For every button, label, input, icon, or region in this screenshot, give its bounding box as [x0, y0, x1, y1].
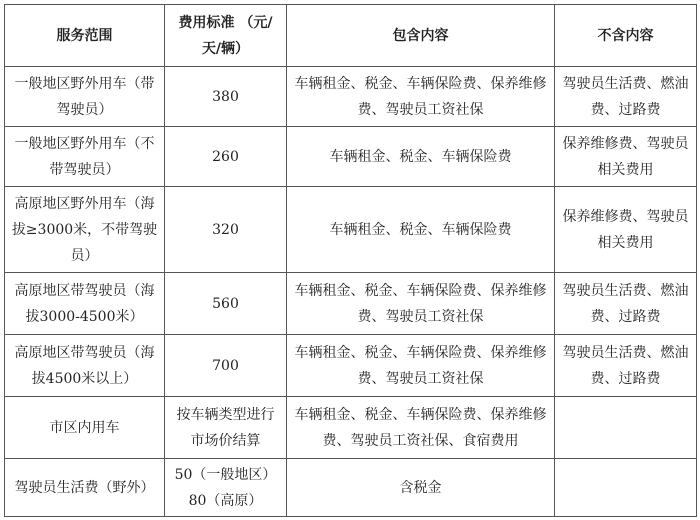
header-service-scope: 服务范围 — [5, 5, 165, 67]
table-row — [5, 67, 697, 127]
included-cell: 车辆租金、税金、车辆保险费、保养维修费、驾驶员工资社保 — [287, 273, 555, 335]
service-scope-cell: 市区内用车 — [5, 397, 165, 459]
excluded-cell: 保养维修费、驾驶员相关费用 — [555, 127, 697, 187]
table-row — [5, 273, 697, 335]
service-scope-cell: 高原地区带驾驶员（海拔3000-4500米） — [5, 273, 165, 335]
service-scope-cell: 驾驶员生活费（野外） — [5, 459, 165, 517]
service-scope-cell: 一般地区野外用车（不带驾驶员） — [5, 127, 165, 187]
excluded-cell — [555, 459, 697, 517]
excluded-cell: 驾驶员生活费、燃油费、过路费 — [555, 335, 697, 397]
table-row — [5, 127, 697, 187]
table-row — [5, 187, 697, 273]
included-cell: 车辆租金、税金、车辆保险费 — [287, 187, 555, 273]
service-scope-cell: 高原地区带驾驶员（海拔4500米以上） — [5, 335, 165, 397]
included-cell: 车辆租金、税金、车辆保险费 — [287, 127, 555, 187]
fee-cell: 50（一般地区） 80（高原） — [165, 459, 287, 517]
excluded-cell: 驾驶员生活费、燃油费、过路费 — [555, 273, 697, 335]
table-header-row — [5, 5, 697, 67]
table-row — [5, 397, 697, 459]
header-excluded: 不含内容 — [555, 5, 697, 67]
excluded-cell: 驾驶员生活费、燃油费、过路费 — [555, 67, 697, 127]
header-included: 包含内容 — [287, 5, 555, 67]
fee-cell: 560 — [165, 273, 287, 335]
table-row — [5, 459, 697, 517]
included-cell: 车辆租金、税金、车辆保险费、保养维修费、驾驶员工资社保 — [287, 335, 555, 397]
fee-cell: 380 — [165, 67, 287, 127]
excluded-cell: 保养维修费、驾驶员相关费用 — [555, 187, 697, 273]
service-scope-cell: 高原地区野外用车（海拔≥3000米，不带驾驶员） — [5, 187, 165, 273]
fee-cell: 700 — [165, 335, 287, 397]
fee-cell: 320 — [165, 187, 287, 273]
service-scope-cell: 一般地区野外用车（带驾驶员） — [5, 67, 165, 127]
included-cell: 含税金 — [287, 459, 555, 517]
service-fee-table — [4, 4, 697, 517]
table-row — [5, 335, 697, 397]
included-cell: 车辆租金、税金、车辆保险费、保养维修费、驾驶员工资社保 — [287, 67, 555, 127]
included-cell: 车辆租金、税金、车辆保险费、保养维修费、驾驶员工资社保、食宿费用 — [287, 397, 555, 459]
fee-cell: 按车辆类型进行市场价结算 — [165, 397, 287, 459]
header-fee-standard: 费用标准 （元/天/辆） — [165, 5, 287, 67]
fee-cell: 260 — [165, 127, 287, 187]
excluded-cell — [555, 397, 697, 459]
